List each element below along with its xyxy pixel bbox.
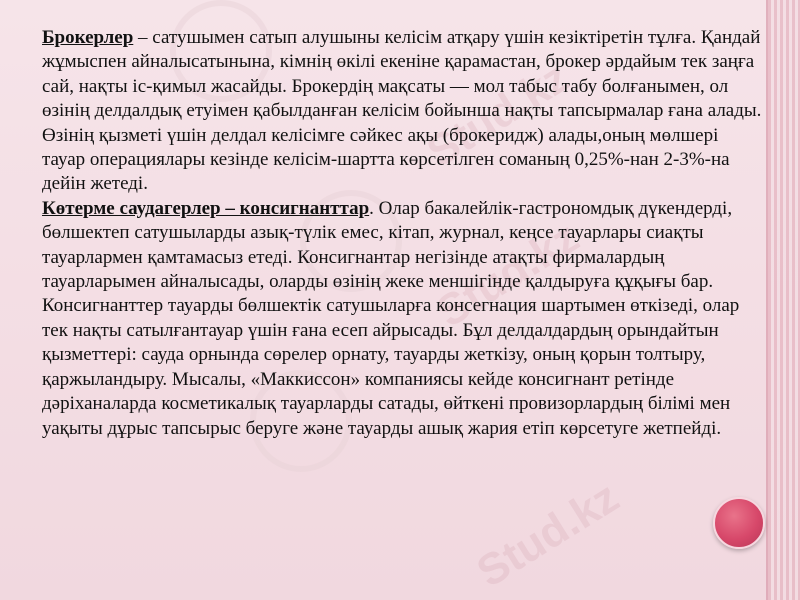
circle-button-icon[interactable] xyxy=(713,497,765,549)
watermark-text: Stud.kz xyxy=(468,472,628,597)
term-brokers: Брокерлер xyxy=(42,27,134,48)
definition-brokers: – сатушымен сатып алушыны келісім атқару үшін кезіктіретін тұлға. Қандай жұмыспен айналысатынына, кімнің өкілі екеніне қарамастан, брокер әрдайым тек заңға сай, нақты іс-қимыл жасайды. Брокердің мақсаты — мол табыс табу болғанымен, ол өзінің делдалдық етуімен қабылданған келісім бойынша нақты тапсырмалар ғана алады. Өзінің қызметі үшін делдал келісімге сәйкес ақы (брокеридж) алады,оның мөлшері тауар операциялары кезінде келісім-шартта көрсетілген соманың 0,25%-нан 2-3%-на дейін жетеді. xyxy=(42,27,762,195)
slide-body-text xyxy=(42,26,762,441)
definition-consignants: . Олар бакалейлік-гастрономдық дүкендерді, бөлшектеп сатушыларды азық-түлік емес, кітап, журнал, кеңсе тауарлары сиақты тауарлармен қамтамасыз етеді. Консигнантар негізінде атақты фирмалардың тауарларымен айналысады, оларды өзінің жеке меншігінде қалдыруға құқығы бар. Консигнанттер тауарды бөлшектік сатушыларға консегнация шартымен өткізеді, олар тек нақты сатылғантауар үшін ғана есеп айрысады. Бұл делдалдардың орындайтын қызметтері: сауда орнында сөрелер орнату, тауарды жеткізу, оның қорын толтыру, қаржыландыру. Мысалы, «Маккиссон» компаниясы кейде консигнант ретінде дәріханаларда косметикалық тауарларды сатады, өйткені провизорлардың білімі мен уақыты дұрыс тапсырыс беруге және тауарды ашық жария етіп көрсетуге жетпейді. xyxy=(42,197,740,439)
right-decorative-stripe xyxy=(768,0,800,600)
paragraph-consignants xyxy=(42,197,762,441)
watermark-text: Stud.kz xyxy=(428,212,588,337)
watermark-text: Stud.kz xyxy=(418,52,578,177)
paragraph-brokers xyxy=(42,26,762,197)
term-consignants: Көтерме саудагерлер – консигнанттар xyxy=(42,197,370,219)
